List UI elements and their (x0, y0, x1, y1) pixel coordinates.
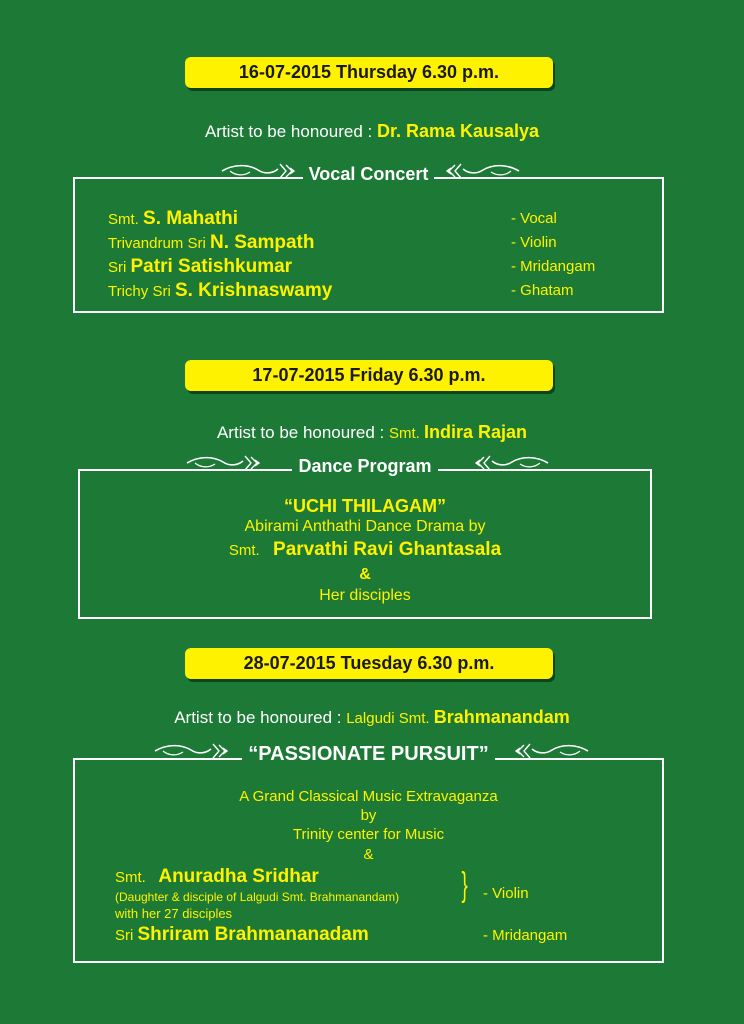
event1-date: 16-07-2015 Thursday 6.30 p.m. (238, 62, 500, 82)
event3-date-banner (185, 648, 553, 679)
event3-honour-line (0, 707, 744, 728)
event3-artist1-note: (Daughter & disciple of Lalgudi Smt. Brahmanandam) (115, 890, 400, 904)
performer-row: Smt. S. Mahathi (108, 208, 239, 229)
event3-artist2-role: - Mridangam (483, 927, 568, 944)
event3-artist1-note2: with her 27 disciples (115, 906, 233, 921)
event3-title: “PASSIONATE PURSUIT” (242, 743, 494, 765)
flourish-right-icon (510, 742, 590, 762)
event3-honour-title: Lalgudi Smt. (346, 710, 434, 727)
event3-line1: A Grand Classical Music Extravaganza (239, 788, 498, 805)
performer-row: Trivandrum Sri N. Sampath (108, 232, 315, 253)
event3-artist2: Sri Shriram Brahmananadam (115, 924, 369, 945)
event2-amp: & (359, 566, 371, 583)
event1-date-banner (185, 57, 553, 88)
event3-amp: & (363, 846, 374, 863)
event3-artist1-role: - Violin (483, 885, 529, 902)
event2-disciples: Her disciples (319, 587, 411, 604)
flourish-left-icon (153, 742, 233, 762)
performer-row: Trichy Sri S. Krishnaswamy (108, 280, 333, 301)
event2-honour-title: Smt. (388, 425, 424, 442)
event2-subtitle: Abirami Anthathi Dance Drama by (244, 518, 486, 535)
event3-box (73, 743, 664, 963)
performer-role: - Ghatam (511, 282, 574, 299)
event2-honour-line (0, 422, 744, 443)
event2-honour-name: Indira Rajan (423, 422, 528, 442)
event3-date: 28-07-2015 Tuesday 6.30 p.m. (243, 653, 495, 673)
flourish-left-icon (220, 162, 296, 182)
event3-artist1: Smt. Anuradha Sridhar (115, 866, 319, 887)
event3-line3: Trinity center for Music (292, 826, 445, 843)
event1-title-wrap (75, 164, 662, 185)
event1-title: Vocal Concert (303, 164, 435, 184)
event2-artist: Smt. Parvathi Ravi Ghantasala (228, 539, 502, 560)
event1-honour-line (0, 121, 744, 142)
event2-title-wrap (80, 456, 650, 477)
flourish-right-icon (445, 162, 521, 182)
event3-honour-name: Brahmanandam (433, 707, 570, 727)
event2-box (78, 456, 652, 619)
event2-honour-prefix: Artist to be honoured : (216, 423, 389, 442)
event2-date: 17-07-2015 Friday 6.30 p.m. (252, 365, 486, 385)
flourish-right-icon (458, 454, 550, 474)
event2-title: Dance Program (292, 456, 437, 476)
event1-honour-name: Dr. Rama Kausalya (376, 121, 540, 141)
performer-role: - Mridangam (511, 258, 596, 275)
performer-row: Sri Patri Satishkumar (108, 256, 293, 277)
event1-box (73, 164, 664, 313)
event3-line2: by (360, 807, 377, 824)
flourish-left-icon (185, 454, 277, 474)
event3-honour-prefix: Artist to be honoured : (174, 708, 347, 727)
brace-icon: } (461, 866, 468, 904)
event3-title-wrap (75, 743, 662, 766)
event2-date-banner (185, 360, 553, 391)
event1-honour-prefix: Artist to be honoured : (204, 122, 377, 141)
performer-role: - Violin (511, 234, 557, 251)
event2-show-title: “UCHI THILAGAM” (284, 496, 446, 516)
performer-role: - Vocal (511, 210, 557, 227)
